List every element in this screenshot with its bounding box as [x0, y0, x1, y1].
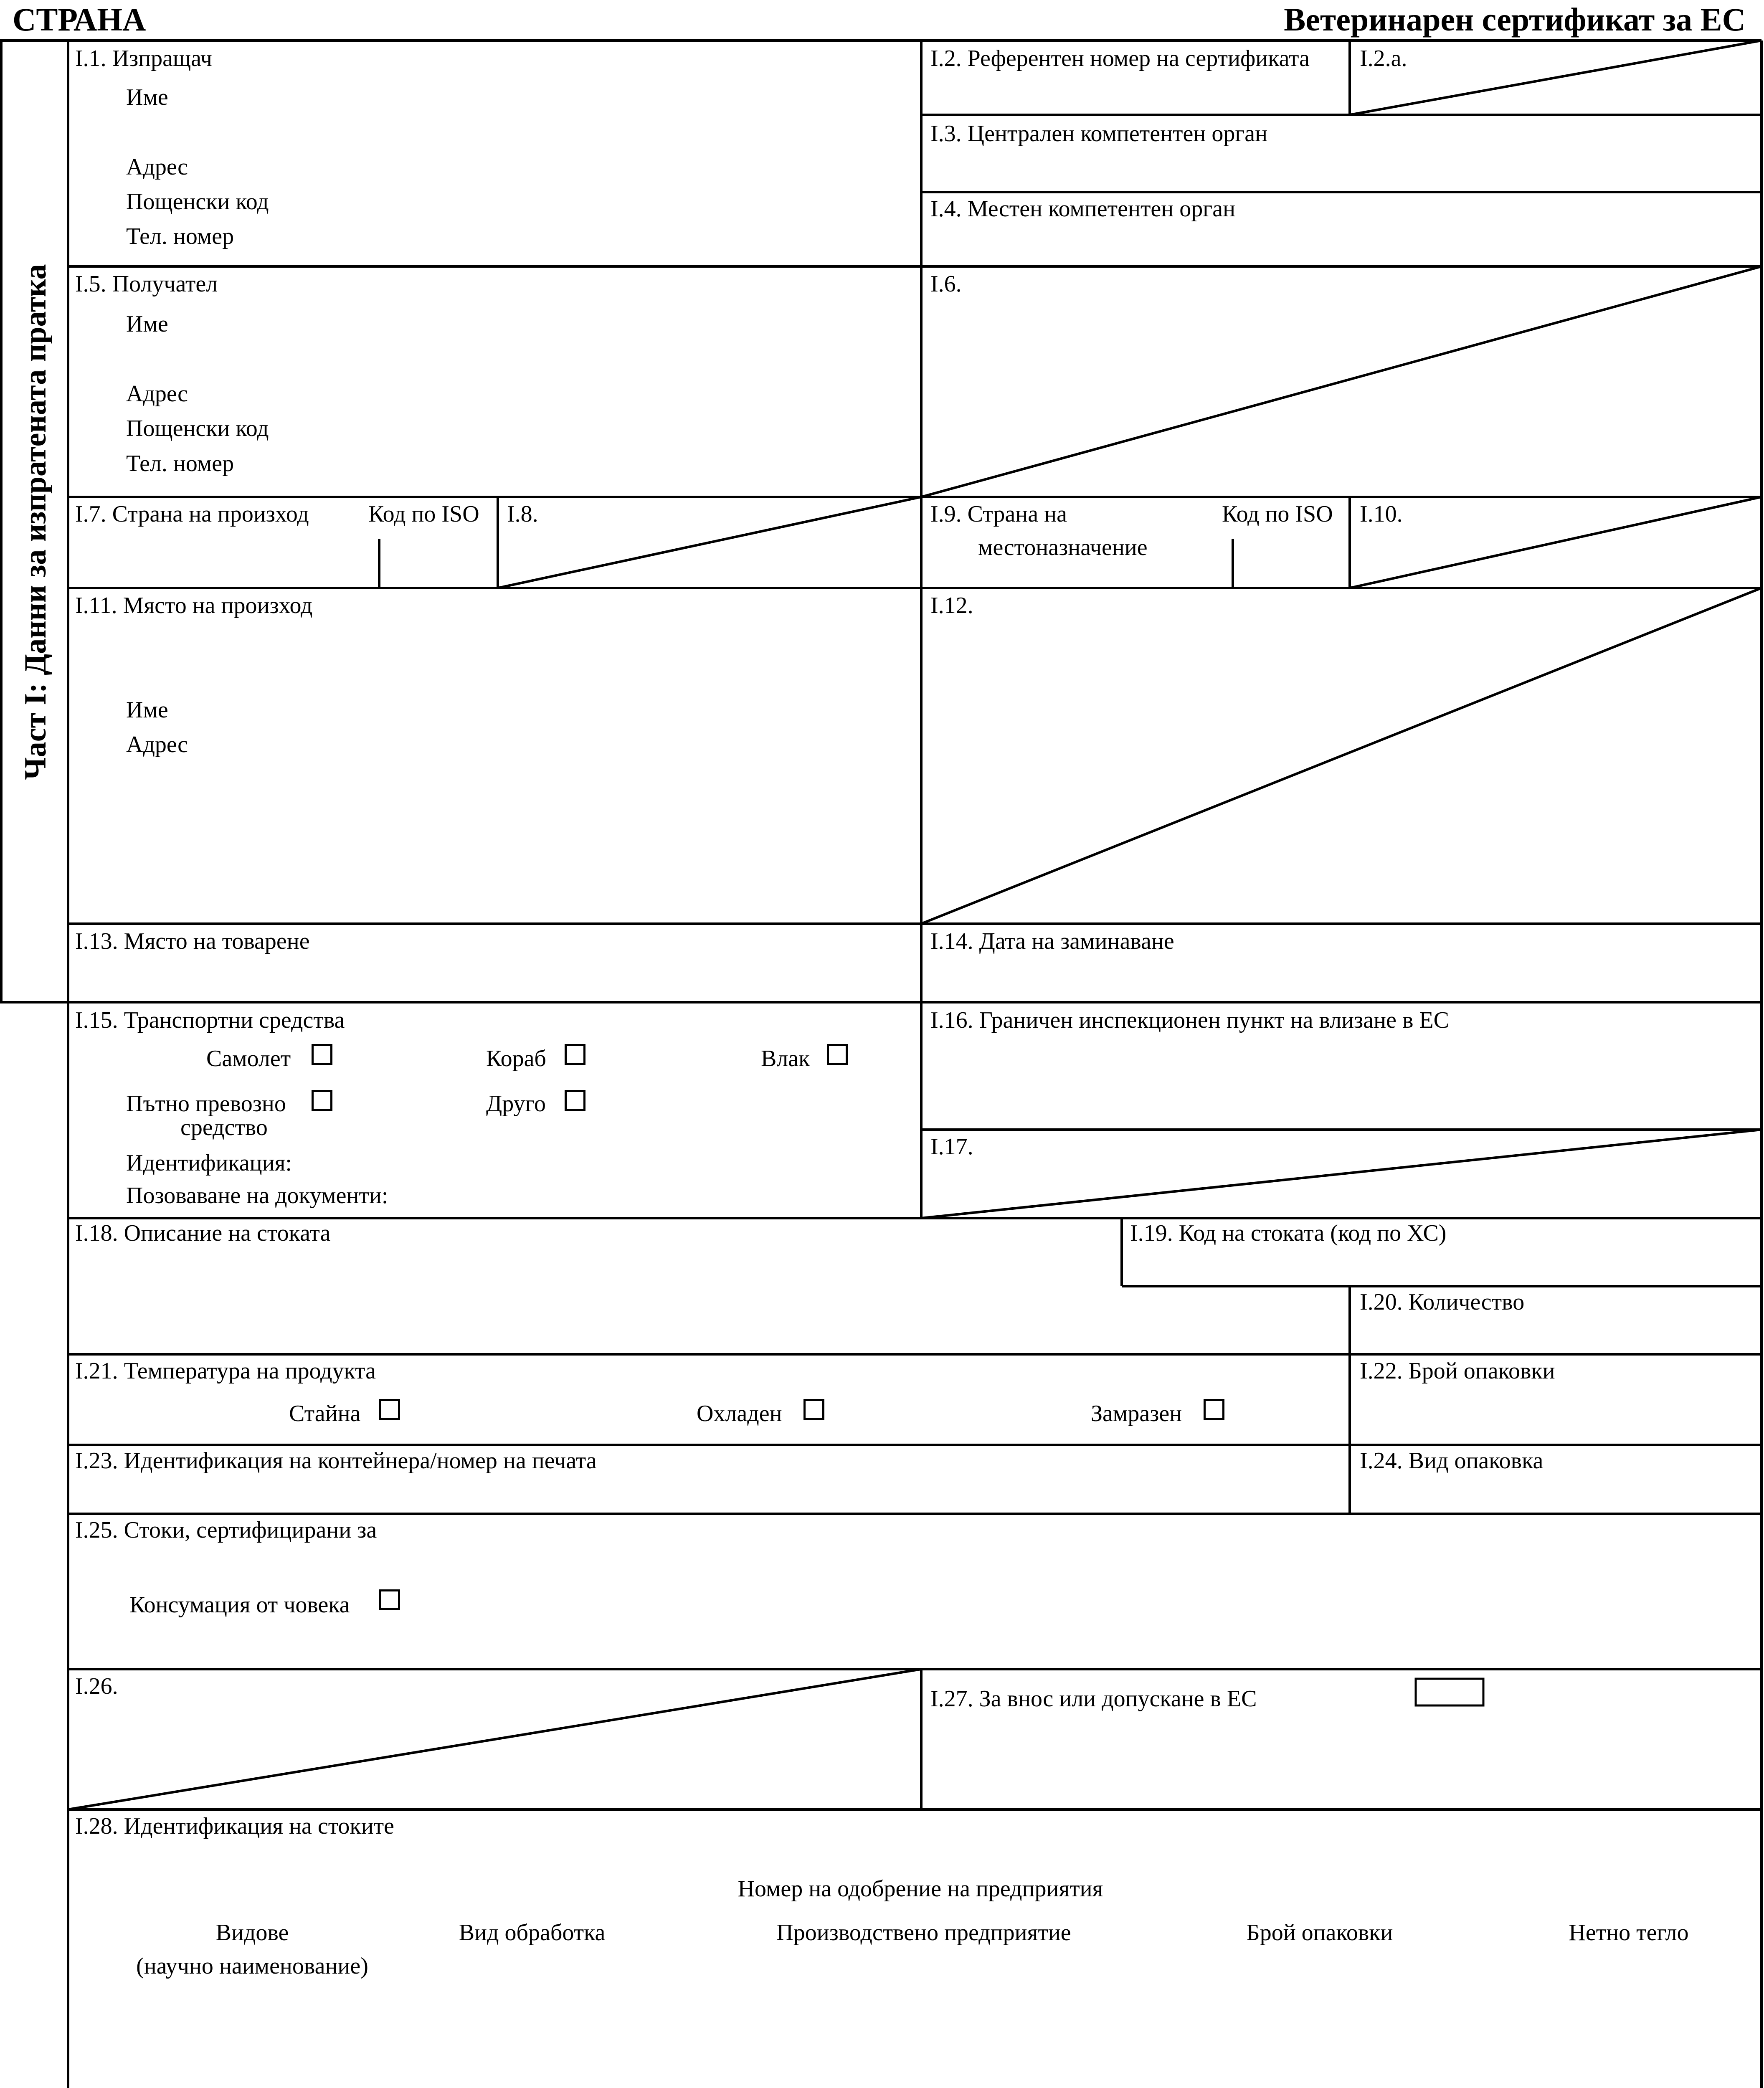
country-destination-iso-label: Код по ISO	[1222, 501, 1333, 527]
frozen-checkbox[interactable]	[1204, 1399, 1224, 1420]
place-origin-name: Име	[126, 697, 168, 723]
ship-label: Кораб	[486, 1046, 546, 1072]
description-label: I.18. Описание на стоката	[75, 1220, 331, 1246]
place-loading-label: I.13. Място на товарене	[75, 928, 310, 954]
train-checkbox[interactable]	[827, 1044, 848, 1065]
central-authority-label: I.3. Централен компетентен орган	[930, 121, 1268, 147]
other-transport-checkbox[interactable]	[565, 1090, 585, 1111]
import-eu-box	[1416, 1679, 1483, 1705]
ambient-checkbox[interactable]	[379, 1399, 400, 1420]
country-origin-label: I.7. Страна на произход	[75, 501, 309, 527]
box-i26-label: I.26.	[75, 1673, 118, 1699]
box-i17-label: I.17.	[930, 1134, 973, 1160]
road-vehicle-label-line2: средство	[180, 1115, 268, 1140]
packages-column-header: Брой опаковки	[1246, 1920, 1393, 1946]
box-i12-label: I.12.	[930, 593, 973, 618]
chilled-label: Охладен	[697, 1401, 782, 1427]
box-i6-label: I.6.	[930, 271, 962, 297]
ambient-label: Стайна	[289, 1401, 361, 1427]
box-i10-label: I.10.	[1360, 501, 1403, 527]
goods-identification-label: I.28. Идентификация на стоките	[75, 1813, 394, 1839]
species-column-subheader: (научно наименование)	[136, 1953, 368, 1979]
other-transport-label: Друго	[486, 1091, 546, 1117]
road-vehicle-checkbox[interactable]	[312, 1090, 332, 1111]
road-vehicle-label: Пътно превозно	[126, 1091, 286, 1117]
species-column-header: Видове	[215, 1920, 289, 1946]
bip-label: I.16. Граничен инспекционен пункт на влизане в ЕС	[930, 1007, 1449, 1033]
consignee-address: Адрес	[126, 381, 188, 407]
plant-column-header: Производствено предприятие	[776, 1920, 1071, 1946]
consignee-postcode: Пощенски код	[126, 416, 269, 441]
consignee-label: I.5. Получател	[75, 271, 218, 297]
country-destination-label: I.9. Страна на	[930, 501, 1067, 527]
human-consumption-checkbox[interactable]	[379, 1589, 400, 1610]
transport-label: I.15. Транспортни средства	[75, 1007, 345, 1033]
consignee-phone: Тел. номер	[126, 451, 234, 476]
frozen-label: Замразен	[1091, 1401, 1182, 1427]
quantity-label: I.20. Количество	[1360, 1289, 1525, 1315]
aeroplane-label: Самолет	[206, 1046, 291, 1072]
packages-number-label: I.22. Брой опаковки	[1360, 1358, 1555, 1384]
consignor-label: I.1. Изпращач	[75, 46, 212, 71]
box-i8-label: I.8.	[507, 501, 538, 527]
container-id-label: I.23. Идентификация на контейнера/номер на печата	[75, 1448, 597, 1474]
aeroplane-checkbox[interactable]	[312, 1044, 332, 1065]
approval-number-header: Номер на одобрение на предприятия	[738, 1876, 1103, 1902]
part-one-side-label: Част I: Данни за изпратената пратка	[18, 264, 53, 780]
reference-number-label: I.2. Референтен номер на сертификата	[930, 46, 1310, 71]
certificate-title: Ветеринарен сертификат за ЕС	[1284, 1, 1746, 38]
country-origin-iso-label: Код по ISO	[368, 501, 479, 527]
place-origin-address: Адрес	[126, 732, 188, 758]
place-origin-label: I.11. Място на произход	[75, 593, 313, 618]
temperature-label: I.21. Температура на продукта	[75, 1358, 376, 1384]
local-authority-label: I.4. Местен компетентен орган	[930, 196, 1236, 222]
country-destination-label-line2: местоназначение	[978, 535, 1148, 560]
consignee-name: Име	[126, 311, 168, 337]
commodity-code-label: I.19. Код на стоката (код по ХС)	[1130, 1220, 1447, 1246]
train-label: Влак	[761, 1046, 810, 1072]
import-eu-label: I.27. За внос или допускане в ЕС	[930, 1686, 1257, 1712]
package-type-label: I.24. Вид опаковка	[1360, 1448, 1544, 1474]
transport-documents-label: Позоваване на документи:	[126, 1183, 388, 1209]
country-heading: СТРАНА	[13, 1, 146, 38]
treatment-column-header: Вид обработка	[459, 1920, 606, 1946]
transport-identification-label: Идентификация:	[126, 1150, 292, 1176]
chilled-checkbox[interactable]	[803, 1399, 824, 1420]
departure-date-label: I.14. Дата на заминаване	[930, 928, 1174, 954]
consignor-address: Адрес	[126, 154, 188, 180]
net-weight-column-header: Нетно тегло	[1569, 1920, 1689, 1946]
consignor-name: Име	[126, 84, 168, 110]
human-consumption-label: Консумация от човека	[129, 1592, 350, 1618]
reference-number-a-label: I.2.a.	[1360, 46, 1407, 71]
consignor-phone: Тел. номер	[126, 223, 234, 249]
consignor-postcode: Пощенски код	[126, 189, 269, 215]
ship-checkbox[interactable]	[565, 1044, 585, 1065]
certified-for-label: I.25. Стоки, сертифицирани за	[75, 1517, 377, 1543]
